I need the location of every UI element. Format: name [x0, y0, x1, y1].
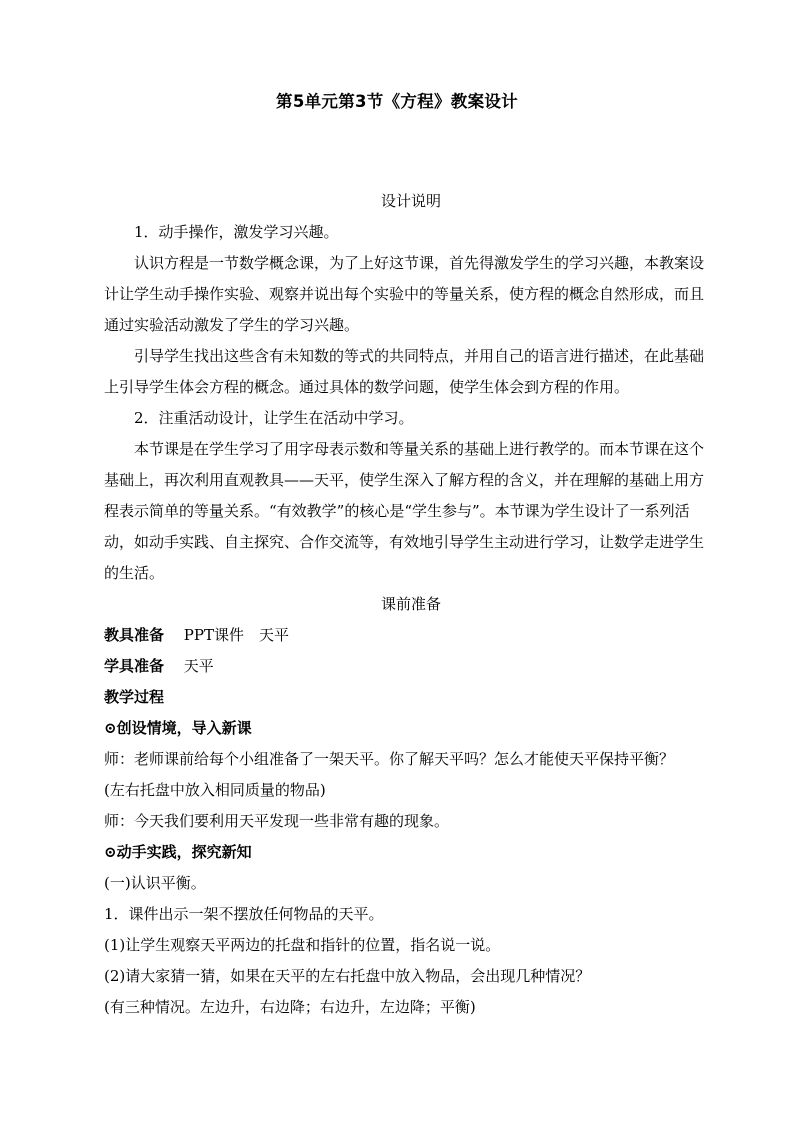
item-1b: (2)请大家猜一猜，如果在天平的左右托盘中放入物品，会出现几种情况？: [104, 967, 591, 985]
teacher-prep: [104, 620, 718, 651]
step-2-heading: ⊙动手实践，探究新知: [104, 843, 252, 861]
note-line-1: (左右托盘中放入相同质量的物品): [104, 781, 326, 799]
teacher-prep-value: PPT课件 天平: [183, 626, 289, 644]
design-paragraph-1: 认识方程是一节数学概念课，为了上好这节课，首先得激发学生的学习兴趣，本教案设计让学生动手操作实验、观察并说出每个实验中的等量关系，使方程的概念自然形成，而且通过实验活动激发了学生的学习兴趣。: [104, 254, 705, 334]
design-point-1: 1．动手操作，激发学习兴趣。: [134, 223, 339, 241]
item-1c: (有三种情况。左边升，右边降；右边升，左边降；平衡): [104, 998, 476, 1016]
item-1a: (1)让学生观察天平两边的托盘和指针的位置，指名说一说。: [104, 936, 501, 954]
teacher-line-2: 师：今天我们要利用天平发现一些非常有趣的现象。: [104, 812, 450, 830]
document-title: 第5单元第3节《方程》教案设计: [276, 92, 518, 111]
design-heading: 设计说明: [380, 192, 441, 210]
prep-heading: 课前准备: [380, 595, 441, 613]
teacher-line-1: 师：老师课前给每个小组准备了一架天平。你了解天平吗？怎么才能使天平保持平衡？: [104, 750, 675, 768]
student-prep-value: 天平: [183, 657, 214, 675]
step-1-heading: ⊙创设情境，导入新课: [104, 719, 252, 737]
item-1: 1．课件出示一架不摆放任何物品的天平。: [104, 905, 384, 923]
teacher-prep-label: 教具准备: [104, 626, 165, 644]
design-paragraph-2: 引导学生找出这些含有未知数的等式的共同特点，并用自己的语言进行描述，在此基础上引导学生体会方程的概念。通过具体的数学问题，使学生体会到方程的作用。: [104, 347, 705, 396]
design-point-2: 2．注重活动设计，让学生在活动中学习。: [134, 409, 414, 427]
design-paragraph-3: 本节课是在学生学习了用字母表示数和等量关系的基础上进行教学的。而本节课在这个基础上，再次利用直观教具——天平，使学生深入了解方程的含义，并在理解的基础上用方程表示简单的等量关系。“有效教学”的核心是“学生参与”。本节课为学生设计了一系列活动，如动手实践、自主探究、合作交流等，有效地引导学生主动进行学习，让数学走进学生的生活。: [104, 440, 705, 582]
process-heading: 教学过程: [104, 688, 165, 706]
document-body: [104, 186, 718, 1023]
student-prep-label: 学具准备: [104, 657, 165, 675]
student-prep: [104, 651, 718, 682]
sub-section-1: (一)认识平衡。: [104, 874, 206, 892]
